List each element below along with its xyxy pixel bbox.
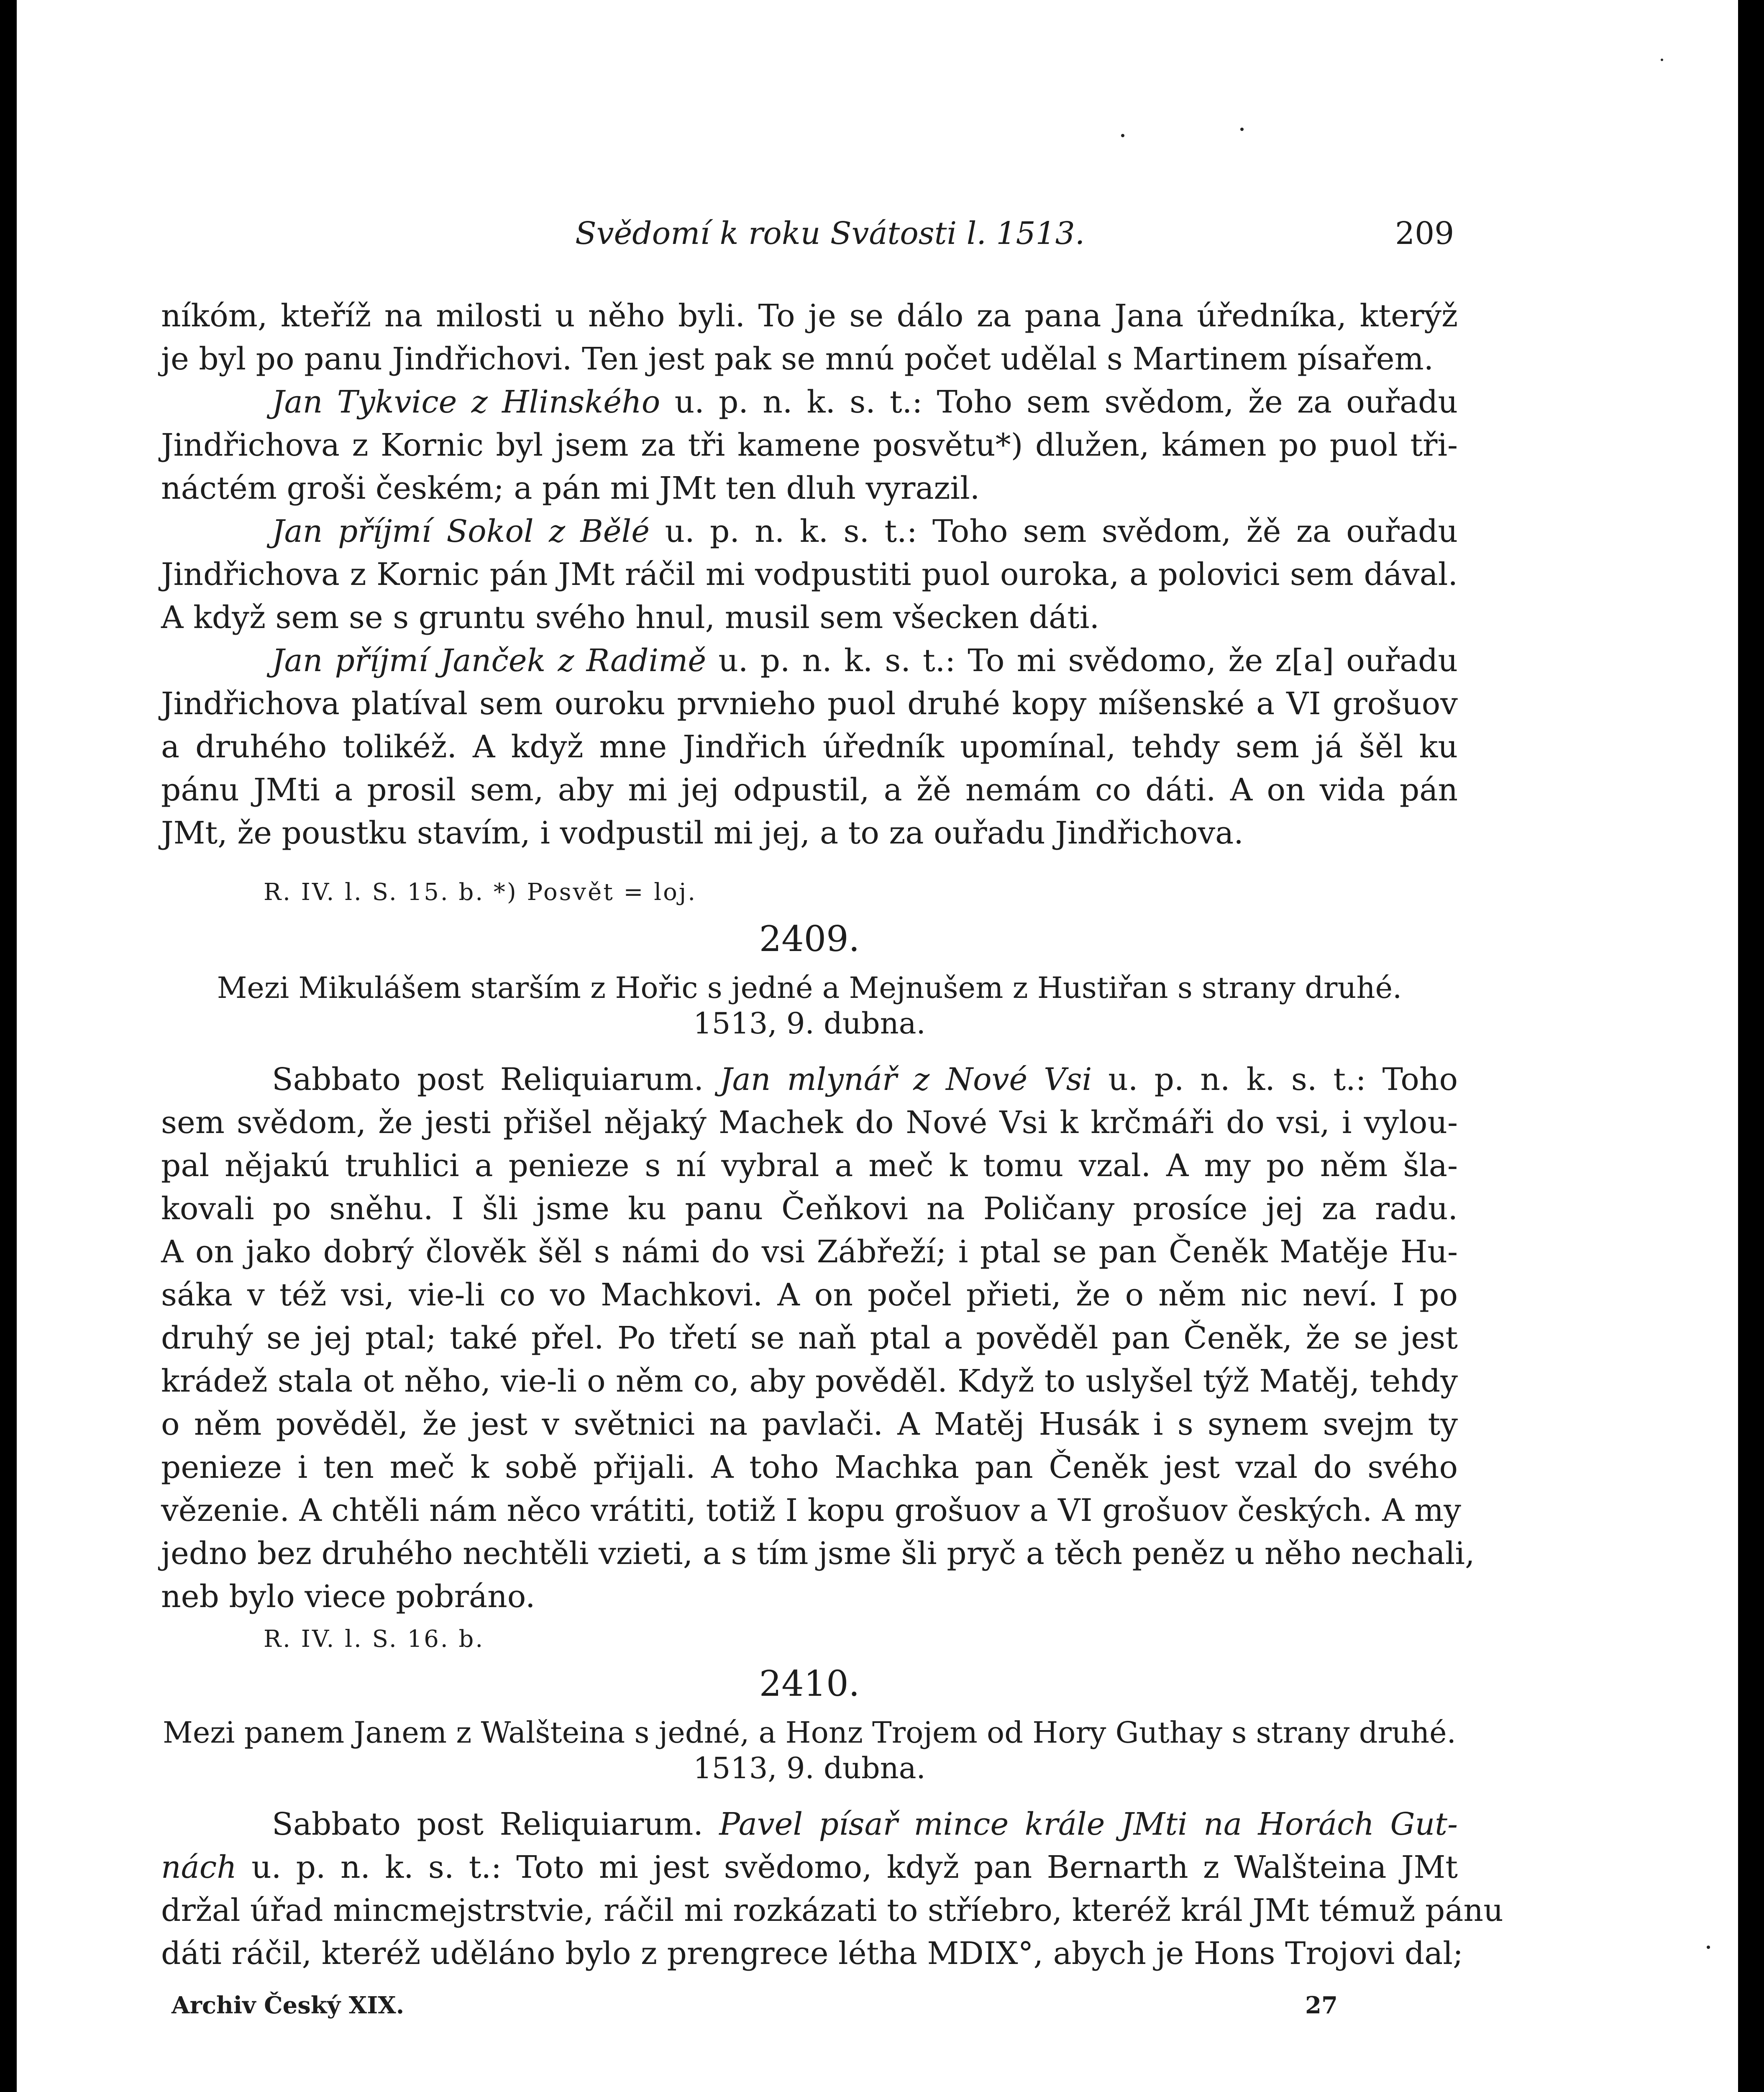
text-run: u. p. n. k. s. t.: To mi svědomo, že z[a] ouřadu — [706, 643, 1458, 679]
paragraph-first-line — [272, 640, 1458, 682]
paragraph-first-line — [272, 381, 1458, 423]
paragraph-first-line — [272, 510, 1458, 552]
text-line: kovali po sněhu. I šli jsme ku panu Čeňkovi na Poličany prosíce jej za radu. — [161, 1191, 1458, 1227]
entry-heading: Mezi panem Janem z Walšteina s jedné, a Honz Trojem od Hory Guthay s strany druhé. — [163, 1715, 1456, 1750]
text-line: jedno bez druhého nechtěli vzieti, a s tím jsme šli pryč a těch peněz u něho nechali, — [161, 1536, 1475, 1572]
paragraph-first-line — [272, 1059, 1458, 1100]
document-page — [17, 0, 1738, 2092]
entry-date: 1513, 9. dubna. — [693, 1006, 926, 1041]
deponent-name: Jan příjmí Sokol z Bělé — [272, 513, 650, 549]
scan-speck — [1240, 128, 1244, 131]
scan-speck — [1707, 1946, 1710, 1949]
text-line: A když sem se s gruntu svého hnul, musil sem všecken dáti. — [161, 600, 1100, 636]
text-line: dáti ráčil, kteréž uděláno bylo z prengrece létha MDIX°, abych je Hons Trojovi dal; — [161, 1936, 1463, 1972]
text-run: u. p. n. k. s. t.: Toho sem svědom, žě za ouřadu — [650, 513, 1458, 549]
deponent-name: Pavel písař mince krále JMti na Horách Gut- — [719, 1806, 1458, 1842]
scan-border — [1738, 0, 1764, 2092]
text-line: pal nějakú truhlici a penieze s ní vybral a meč k tomu vzal. A my po něm šla- — [161, 1148, 1458, 1184]
footer-title: Archiv Český XIX. — [172, 1992, 405, 2019]
page-number: 209 — [1395, 215, 1454, 251]
text-line: níkóm, kteříž na milosti u něho byli. To je se dálo za pana Jana úředníka, kterýž — [161, 298, 1458, 334]
source-note: R. IV. l. S. 15. b. *) Posvět = loj. — [264, 879, 697, 906]
text-line: sem svědom, že jesti přišel nějaký Machek do Nové Vsi k krčmáři do vsi, i vylou- — [161, 1105, 1458, 1141]
entry-number: 2410. — [759, 1663, 860, 1704]
text-line: A on jako dobrý člověk šěl s námi do vsi Zábřeží; i ptal se pan Čeněk Matěje Hu- — [161, 1234, 1458, 1270]
text-line: druhý se jej ptal; také přel. Po třetí se naň ptal a pověděl pan Čeněk, že se jest — [161, 1320, 1458, 1356]
signature-mark: 27 — [1305, 1992, 1338, 2019]
text-line: Jindřichova z Kornic byl jsem za tři kamene posvětu*) dlužen, kámen po puol tři- — [161, 427, 1458, 463]
text-run: Sabbato post Reliquiarum. — [272, 1806, 719, 1842]
paragraph-first-line — [272, 1803, 1458, 1845]
text-line: pánu JMti a prosil sem, aby mi jej odpustil, a žě nemám co dáti. A on vida pán — [161, 772, 1458, 808]
text-run: Sabbato post Reliquiarum. — [272, 1061, 720, 1097]
text-line: krádež stala ot něho, vie-li o něm co, aby pověděl. Když to uslyšel týž Matěj, tehdy — [161, 1363, 1458, 1399]
text-line: vězenie. A chtěli nám něco vrátiti, totiž I kopu grošuov a VI grošuov českých. A my — [161, 1492, 1461, 1528]
text-line: náctém groši českém; a pán mi JMt ten dluh vyrazil. — [161, 470, 980, 506]
text-line: je byl po panu Jindřichovi. Ten jest pak se mnú počet udělal s Martinem písařem. — [161, 341, 1434, 377]
source-note: R. IV. l. S. 16. b. — [264, 1625, 485, 1653]
text-line: penieze i ten meč k sobě přijali. A toho Machka pan Čeněk jest vzal do svého — [161, 1449, 1458, 1485]
text-run: u. p. n. k. s. t.: Toto mi jest svědomo, když pan Bernarth z Walšteina JMt — [236, 1849, 1458, 1885]
text-line: držal úřad mincmejstrstvie, ráčil mi rozkázati to stříebro, kteréž král JMt témuž pánu — [161, 1892, 1503, 1928]
text-line: JMt, že poustku stavím, i vodpustil mi jej, a to za ouřadu Jindřichova. — [161, 815, 1244, 851]
scan-speck — [1661, 59, 1663, 61]
text-line: neb bylo viece pobráno. — [161, 1579, 535, 1615]
text-line: Jindřichova z Kornic pán JMt ráčil mi vodpustiti puol ouroka, a polovici sem dával. — [161, 556, 1458, 592]
text-line: Jindřichova platíval sem ouroku prvnieho puol druhé kopy míšenské a VI grošuov — [161, 686, 1458, 722]
entry-date: 1513, 9. dubna. — [693, 1751, 926, 1785]
deponent-name: nách — [161, 1849, 237, 1885]
text-line: a druhého tolikéž. A když mne Jindřich úředník upomínal, tehdy sem já šěl ku — [161, 729, 1458, 765]
text-line: o něm pověděl, že jest v světnici na pavlači. A Matěj Husák i s synem svejm ty — [161, 1406, 1458, 1442]
deponent-name: Jan Tykvice z Hlinského — [272, 384, 661, 420]
deponent-name: Jan mlynář z Nové Vsi — [720, 1061, 1092, 1097]
text-line — [161, 1846, 1458, 1888]
text-run: u. p. n. k. s. t.: Toho sem svědom, že za ouřadu — [660, 384, 1458, 420]
text-run: u. p. n. k. s. t.: Toho — [1092, 1061, 1458, 1097]
running-title: Svědomí k roku Svátosti l. 1513. — [575, 215, 1085, 251]
scan-speck — [1121, 134, 1124, 137]
deponent-name: Jan příjmí Janček z Radimě — [272, 643, 707, 679]
text-line: sáka v též vsi, vie-li co vo Machkovi. A on počel přieti, že o něm nic neví. I po — [161, 1277, 1458, 1313]
entry-heading: Mezi Mikulášem starším z Hořic s jedné a Mejnušem z Hustiřan s strany druhé. — [217, 971, 1402, 1005]
entry-number: 2409. — [759, 918, 860, 959]
